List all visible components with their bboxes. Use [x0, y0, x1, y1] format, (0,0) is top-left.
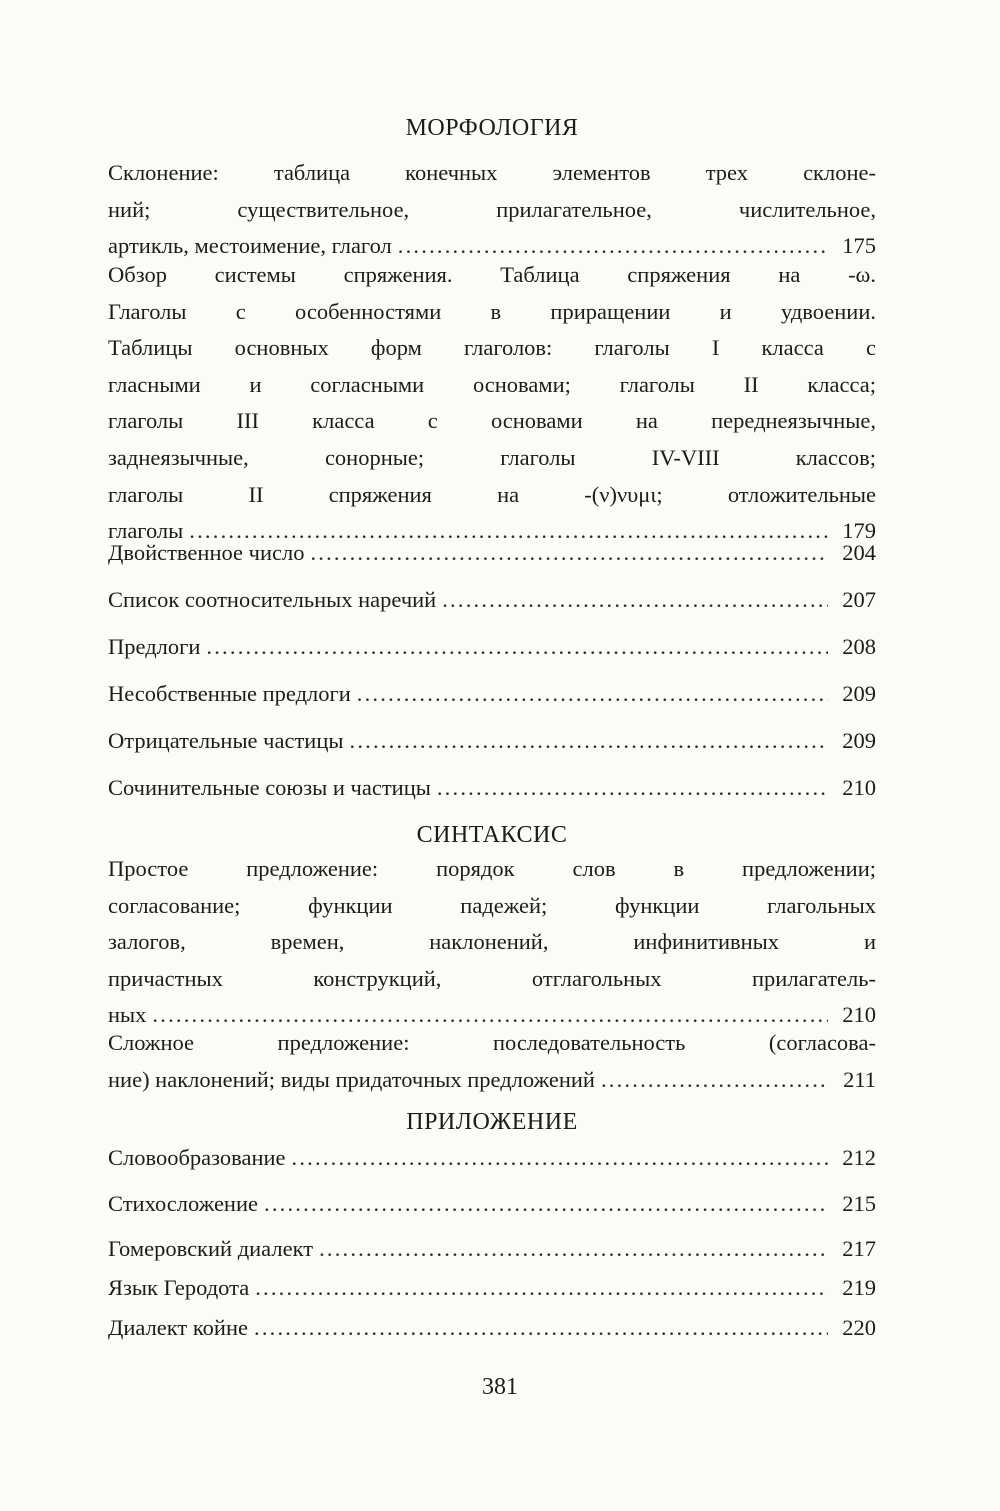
toc-entry-improper-prepositions	[108, 676, 876, 713]
dot-leader	[601, 1062, 828, 1099]
toc-entry-declension	[108, 155, 876, 265]
toc-entry-dual-number	[108, 535, 876, 572]
dot-leader	[437, 770, 828, 807]
entry-text-line: Отрицательные частицы	[108, 728, 344, 753]
entry-text-line: Список соотносительных наречий	[108, 587, 437, 612]
dot-leader	[292, 1140, 828, 1177]
toc-entry-prepositions	[108, 629, 876, 666]
dot-leader	[206, 629, 828, 666]
entry-text-line: глаголы	[108, 518, 184, 544]
entry-text-line: Сочинительные союзы и частицы	[108, 775, 431, 800]
entry-text-line: Словообразование	[108, 1145, 286, 1170]
page-number: 220	[842, 1315, 876, 1340]
page-number: 175	[842, 233, 876, 259]
toc-entry-correlative-adverbs	[108, 582, 876, 619]
entry-text-line: глаголы II спряжения на -(ν)νυμι; отложительные	[108, 481, 876, 507]
page-number: 179	[842, 518, 876, 544]
toc-entry-conjugation	[108, 257, 876, 550]
dot-leader	[255, 1270, 828, 1307]
toc-entry-word-formation	[108, 1140, 876, 1177]
page-number: 207	[842, 587, 876, 612]
dot-leader	[357, 676, 828, 713]
page-number: 204	[842, 540, 876, 565]
page-number: 208	[842, 634, 876, 659]
dot-leader	[264, 1186, 828, 1223]
entry-text-line: ных	[108, 1002, 147, 1028]
page-number: 209	[842, 728, 876, 753]
entry-text-line: Гомеровский диалект	[108, 1236, 314, 1261]
entry-text-line: Глаголы с особенностями в приращении и удвоении.	[108, 298, 876, 324]
toc-entry-versification	[108, 1186, 876, 1223]
entry-text-line: гласными и согласными основами; глаголы II класса;	[108, 371, 876, 397]
entry-text-line: глаголы III класса с основами на переднеязычные,	[108, 408, 876, 434]
toc-entry-negative-particles	[108, 723, 876, 760]
toc-entry-coordinating-conjunctions	[108, 770, 876, 807]
page-number: 217	[842, 1236, 876, 1261]
entry-text-line: Склонение: таблица конечных элементов трех склоне-	[108, 160, 876, 185]
entry-text-line: Несобственные предлоги	[108, 681, 351, 706]
section-heading-syntax: СИНТАКСИС	[416, 822, 568, 848]
page-number: 215	[842, 1191, 876, 1216]
entry-text-line: ний; существительное, прилагательное, числительное,	[108, 196, 876, 222]
entry-text-line: заднеязычные, сонорные; глаголы IV-VIII классов;	[108, 444, 876, 470]
entry-text-line: Сложное предложение: последовательность (согласова-	[108, 1030, 876, 1055]
entry-text-line: Стихосложение	[108, 1191, 258, 1216]
entry-text-line: Диалект койне	[108, 1315, 248, 1340]
entry-text-line: Обзор системы спряжения. Таблица спряжения на -ω.	[108, 262, 876, 287]
entry-text-line: залогов, времен, наклонений, инфинитивных и	[108, 929, 876, 955]
page-folio-number: 381	[482, 1374, 518, 1400]
dot-leader	[350, 723, 829, 760]
toc-entry-homeric-dialect	[108, 1231, 876, 1268]
page-number: 210	[842, 1002, 876, 1028]
toc-entry-koine-dialect	[108, 1310, 876, 1347]
entry-text-line: Двойственное число	[108, 540, 305, 565]
dot-leader	[310, 535, 828, 572]
page-number: 209	[842, 681, 876, 706]
entry-text-line: Предлоги	[108, 634, 201, 659]
toc-entry-complex-sentence	[108, 1025, 876, 1098]
dot-leader	[254, 1310, 828, 1347]
entry-text-line: Язык Геродота	[108, 1275, 250, 1300]
entry-text-line: согласование; функции падежей; функции глагольных	[108, 892, 876, 918]
page-number: 211	[843, 1066, 876, 1092]
entry-text-line: причастных конструкций, отглагольных прилагатель-	[108, 965, 876, 991]
dot-leader	[442, 582, 828, 619]
entry-text-line: ние) наклонений; виды придаточных предложений	[108, 1066, 595, 1092]
section-heading-appendix: ПРИЛОЖЕНИЕ	[406, 1109, 578, 1135]
entry-text-line: артикль, местоимение, глагол	[108, 233, 392, 259]
page-number: 212	[842, 1145, 876, 1170]
page-number: 219	[842, 1275, 876, 1300]
page-number: 210	[842, 775, 876, 800]
section-heading-morphology: МОРФОЛОГИЯ	[405, 115, 579, 141]
toc-entry-herodotus-language	[108, 1270, 876, 1307]
toc-entry-simple-sentence	[108, 851, 876, 1034]
entry-text-line: Таблицы основных форм глаголов: глаголы I класса с	[108, 335, 876, 361]
dot-leader	[319, 1231, 828, 1268]
entry-text-line: Простое предложение: порядок слов в предложении;	[108, 856, 876, 881]
